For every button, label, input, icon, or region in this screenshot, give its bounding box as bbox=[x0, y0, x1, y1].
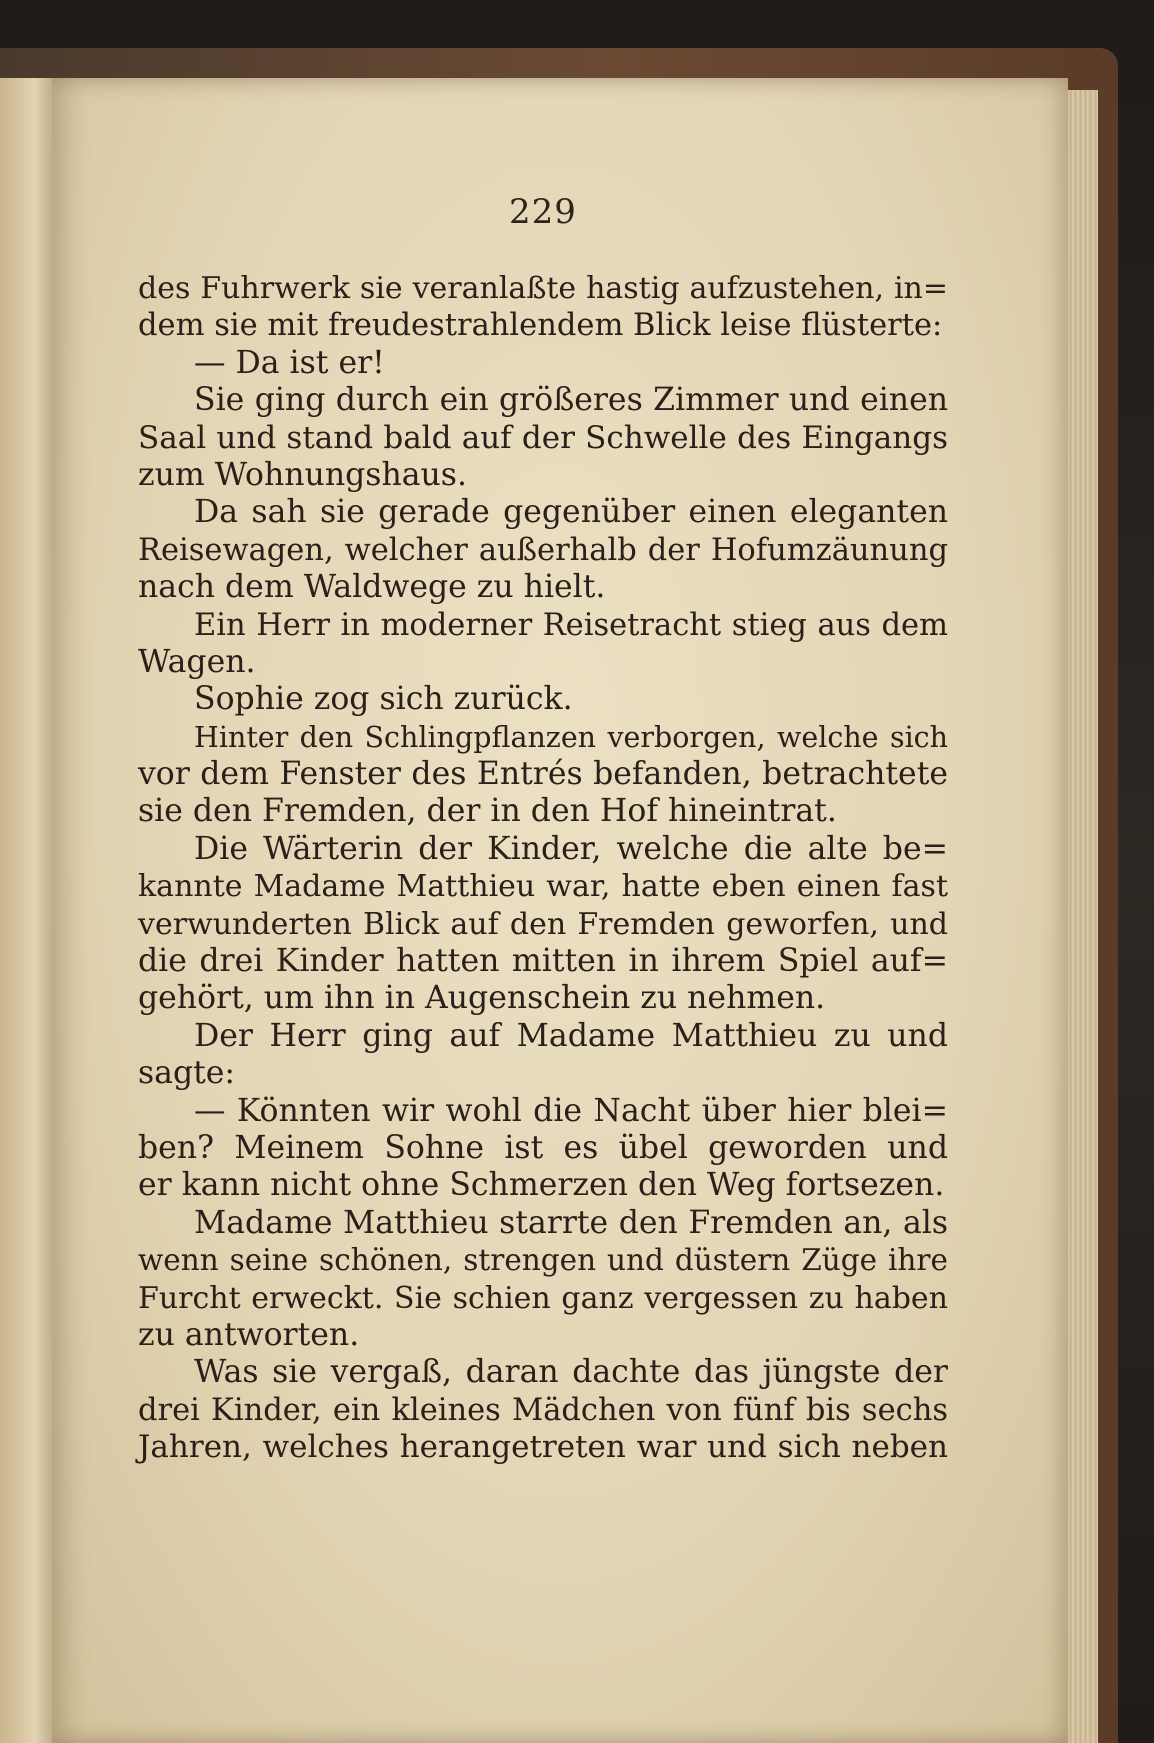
body-text bbox=[138, 270, 948, 1467]
text-line: zum Wohnungshaus. bbox=[138, 456, 467, 493]
text-line: des Fuhrwerk sie veranlaßte hastig aufzustehen, in= bbox=[138, 271, 948, 306]
text-line: Hinter den Schlingpflanzen verborgen, welche sich bbox=[194, 720, 948, 754]
page-edges bbox=[1068, 90, 1098, 1743]
text-line: die drei Kinder hatten mitten in ihrem Spiel auf= bbox=[138, 943, 948, 980]
text-line: nach dem Waldwege zu hielt. bbox=[138, 569, 606, 606]
text-line: er kann nicht ohne Schmerzen den Weg fortsezen. bbox=[138, 1167, 945, 1204]
text-line: gehört, um ihn in Augenschein zu nehmen. bbox=[138, 980, 826, 1017]
text-line: Die Wärterin der Kinder, welche die alte be= bbox=[194, 830, 948, 867]
page-number: 229 bbox=[509, 192, 577, 232]
text-line: Ein Herr in moderner Reisetracht stieg aus dem bbox=[194, 607, 948, 643]
text-line: kannte Madame Matthieu war, hatte eben einen fast bbox=[138, 869, 948, 905]
text-line: — Könnten wir wohl die Nacht über hier blei= bbox=[194, 1092, 948, 1129]
text-line: — Da ist er! bbox=[194, 344, 385, 381]
text-line: Sie ging durch ein größeres Zimmer und einen bbox=[194, 382, 948, 419]
text-line: Reisewagen, welcher außerhalb der Hofumzäunung bbox=[138, 532, 948, 568]
text-line: Wagen. bbox=[138, 643, 256, 680]
text-line: Saal und stand bald auf der Schwelle des Eingangs bbox=[138, 419, 948, 456]
text-line: drei Kinder, ein kleines Mädchen von fünf bis sechs bbox=[138, 1392, 948, 1428]
text-line: ben? Meinem Sohne ist es übel geworden und bbox=[138, 1129, 948, 1166]
text-line: Was sie vergaß, daran dachte das jüngste der bbox=[194, 1354, 948, 1391]
text-line: dem sie mit freudestrahlendem Blick leise flüsterte: bbox=[138, 308, 943, 344]
text-line: zu antworten. bbox=[138, 1316, 360, 1353]
text-line: verwunderten Blick auf den Fremden geworfen, und bbox=[138, 906, 948, 942]
text-line: vor dem Fenster des Entrés befanden, betrachtete bbox=[138, 756, 948, 793]
text-line: Furcht erweckt. Sie schien ganz vergessen zu haben bbox=[138, 1280, 948, 1316]
text-line: wenn seine schönen, strengen und düstern Züge ihre bbox=[138, 1243, 948, 1278]
facing-page-edge bbox=[0, 78, 58, 1743]
text-line: sie den Fremden, der in den Hof hineintrat. bbox=[138, 793, 837, 830]
text-line: Da sah sie gerade gegenüber einen eleganten bbox=[194, 494, 948, 531]
text-line: Sophie zog sich zurück. bbox=[194, 681, 573, 718]
text-line: Madame Matthieu starrte den Fremden an, als bbox=[194, 1204, 948, 1241]
text-line: Der Herr ging auf Madame Matthieu zu und bbox=[194, 1017, 948, 1054]
text-line: sagte: bbox=[138, 1055, 236, 1092]
text-line: Jahren, welches herangetreten war und sich neben bbox=[138, 1429, 948, 1466]
